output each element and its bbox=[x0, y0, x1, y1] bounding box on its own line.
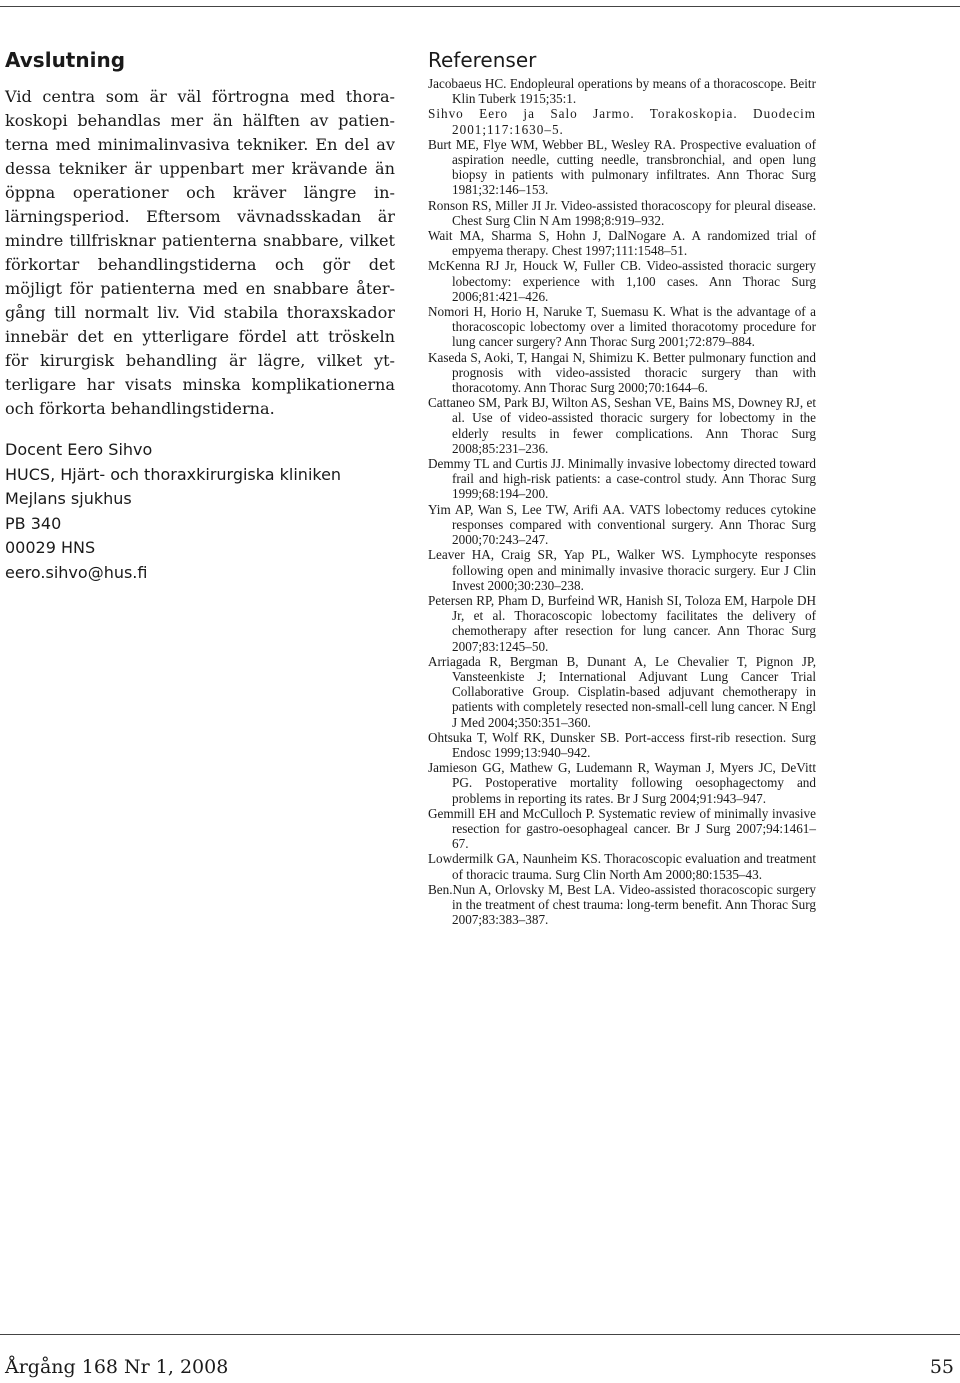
reference-item: Sihvo Eero ja Salo Jarmo. Torakoskopia. Duodecim 2001;117:1630–5. bbox=[428, 106, 816, 137]
issue-info: Årgång 168 Nr 1, 2008 bbox=[5, 1356, 229, 1378]
reference-item: Ohtsuka T, Wolf RK, Dunsker SB. Port-access first-rib resection. Surg Endosc 1999;13:940–942. bbox=[428, 729, 816, 760]
reference-item: Nomori H, Horio H, Naruke T, Suemasu K. What is the advantage of a thoracoscopic lobectomy over a limited thoracotomy procedure for lung cancer surgery? Ann Thorac Surg 2001;72:879–884. bbox=[428, 304, 816, 350]
reference-list bbox=[428, 76, 816, 927]
references-column bbox=[428, 46, 816, 927]
reference-item: Yim AP, Wan S, Lee TW, Arifi AA. VATS lobectomy reduces cytokine responses compared with conventional surgery. Ann Thorac Surg 2000;70:243–247. bbox=[428, 501, 816, 548]
reference-item: Arriagada R, Bergman B, Dunant A, Le Chevalier T, Pignon JP, Vansteenkiste J; International Adjuvant Lung Cancer Trial Collaborative Group. Cisplatin-based adjuvant chemotherapy in patients with completely resected non-small-cell lung cancer. N Engl J Med 2004;350:351–360. bbox=[428, 653, 816, 730]
author-email[interactable]: eero.sihvo@hus.fi bbox=[5, 562, 148, 582]
reference-item: Lowdermilk GA, Naunheim KS. Thoracoscopic evaluation and treatment of thoracic trauma. Surg Clin North Am 2000;80:1535–43. bbox=[428, 851, 816, 882]
reference-item: Cattaneo SM, Park BJ, Wilton AS, Seshan VE, Bains MS, Downey RJ, et al. Use of video-assisted thoracic surgery for lobectomy in the elderly results in fewer complications. Ann Thorac Surg 2008;85:231–236. bbox=[428, 395, 816, 456]
reference-item: Kaseda S, Aoki, T, Hangai N, Shimizu K. Better pulmonary function and prognosis with video-assisted thoracic surgery than with thoracotomy. Ann Thorac Surg 2000;70:1644–6. bbox=[428, 349, 816, 396]
reference-item: Petersen RP, Pham D, Burfeind WR, Hanish SI, Toloza EM, Harpole DH Jr, et al. Thoracoscopic lobectomy facilitates the delivery of chemotherapy after resection for lung cancer. Ann Thorac Surg 2007;83:1245–50. bbox=[428, 592, 816, 654]
author-department: HUCS, Hjärt- och thoraxkirurgiska kliniken bbox=[5, 464, 342, 484]
reference-item: Jacobaeus HC. Endopleural operations by means of a thoracoscope. Beitr Klin Tuberk 1915;35:1. bbox=[428, 76, 816, 107]
reference-item: Leaver HA, Craig SR, Yap PL, Walker WS. Lymphocyte responses following open and minimally invasive thoracic surgery. Eur J Clin Invest 2000;30:230–238. bbox=[428, 547, 816, 593]
author-contact bbox=[5, 438, 395, 585]
top-rule bbox=[0, 6, 960, 7]
reference-item: Burt ME, Flye WM, Webber BL, Wesley RA. Prospective evaluation of aspiration needle, cutting needle, transbronchial, and open lung biopsy in patients with pulmonary infiltrates. Ann Thorac Surg 1981;32:146–153. bbox=[428, 136, 816, 198]
conclusion-heading: Avslutning bbox=[5, 48, 126, 72]
footer-rule bbox=[0, 1334, 960, 1335]
page-number: 55 bbox=[929, 1356, 954, 1378]
reference-item: Jamieson GG, Mathew G, Ludemann R, Wayman J, Myers JC, DeVitt PG. Postoperative mortality following oesophagectomy and problems in reporting its rates. Br J Surg 2004;91:943–947. bbox=[428, 760, 816, 806]
conclusion-column bbox=[5, 46, 395, 585]
author-postal-code: 00029 HNS bbox=[5, 538, 96, 557]
reference-item: Wait MA, Sharma S, Hohn J, DalNogare A. A randomized trial of empyema therapy. Chest 1997;111:1548–51. bbox=[428, 228, 816, 259]
reference-item: Ronson RS, Miller JI Jr. Video-assisted thoracoscopy for pleural disease. Chest Surg Clin N Am 1998;8:919–932. bbox=[428, 197, 816, 228]
author-hospital: Mejlans sjukhus bbox=[5, 489, 132, 508]
conclusion-body: Vid centra som är väl förtrogna med thorakoskopi behandlas mer än hälften av patienterna med minimalinvasiva tekniker. En del av dessa tekniker är uppenbart mer krävande än öppna operationer och kräver längre inlärningsperiod. Eftersom vävnadsskadan är mindre tillfrisknar patienterna snabbare, vilket förkortar behandlingstiderna och gör det möjligt för patienterna med en snabbare återgång till normalt liv. Vid stabila thoraxskador innebär det en ytterligare fördel att tröskeln för kirurgisk behandling är lägre, vilket ytterligare har visats minska komplikationerna och förkorta behandlingstiderna. bbox=[5, 87, 395, 418]
reference-item: Demmy TL and Curtis JJ. Minimally invasive lobectomy directed toward frail and high-risk patients: a case-control study. Ann Thorac Surg 1999;68:194–200. bbox=[428, 456, 816, 502]
references-heading: Referenser bbox=[428, 48, 537, 72]
reference-item: McKenna RJ Jr, Houck W, Fuller CB. Video-assisted thoracic surgery lobectomy: experience with 1,100 cases. Ann Thorac Surg 2006;81:421–426. bbox=[428, 258, 816, 304]
author-po-box: PB 340 bbox=[5, 513, 62, 533]
author-name: Docent Eero Sihvo bbox=[5, 440, 153, 459]
reference-item: Gemmill EH and McCulloch P. Systematic review of minimally invasive resection for gastro-oesophageal cancer. Br J Surg 2007;94:1461–67. bbox=[428, 805, 816, 852]
reference-item: Ben.Nun A, Orlovsky M, Best LA. Video-assisted thoracoscopic surgery in the treatment of chest trauma: long-term benefit. Ann Thorac Surg 2007;83:383–387. bbox=[428, 881, 816, 928]
